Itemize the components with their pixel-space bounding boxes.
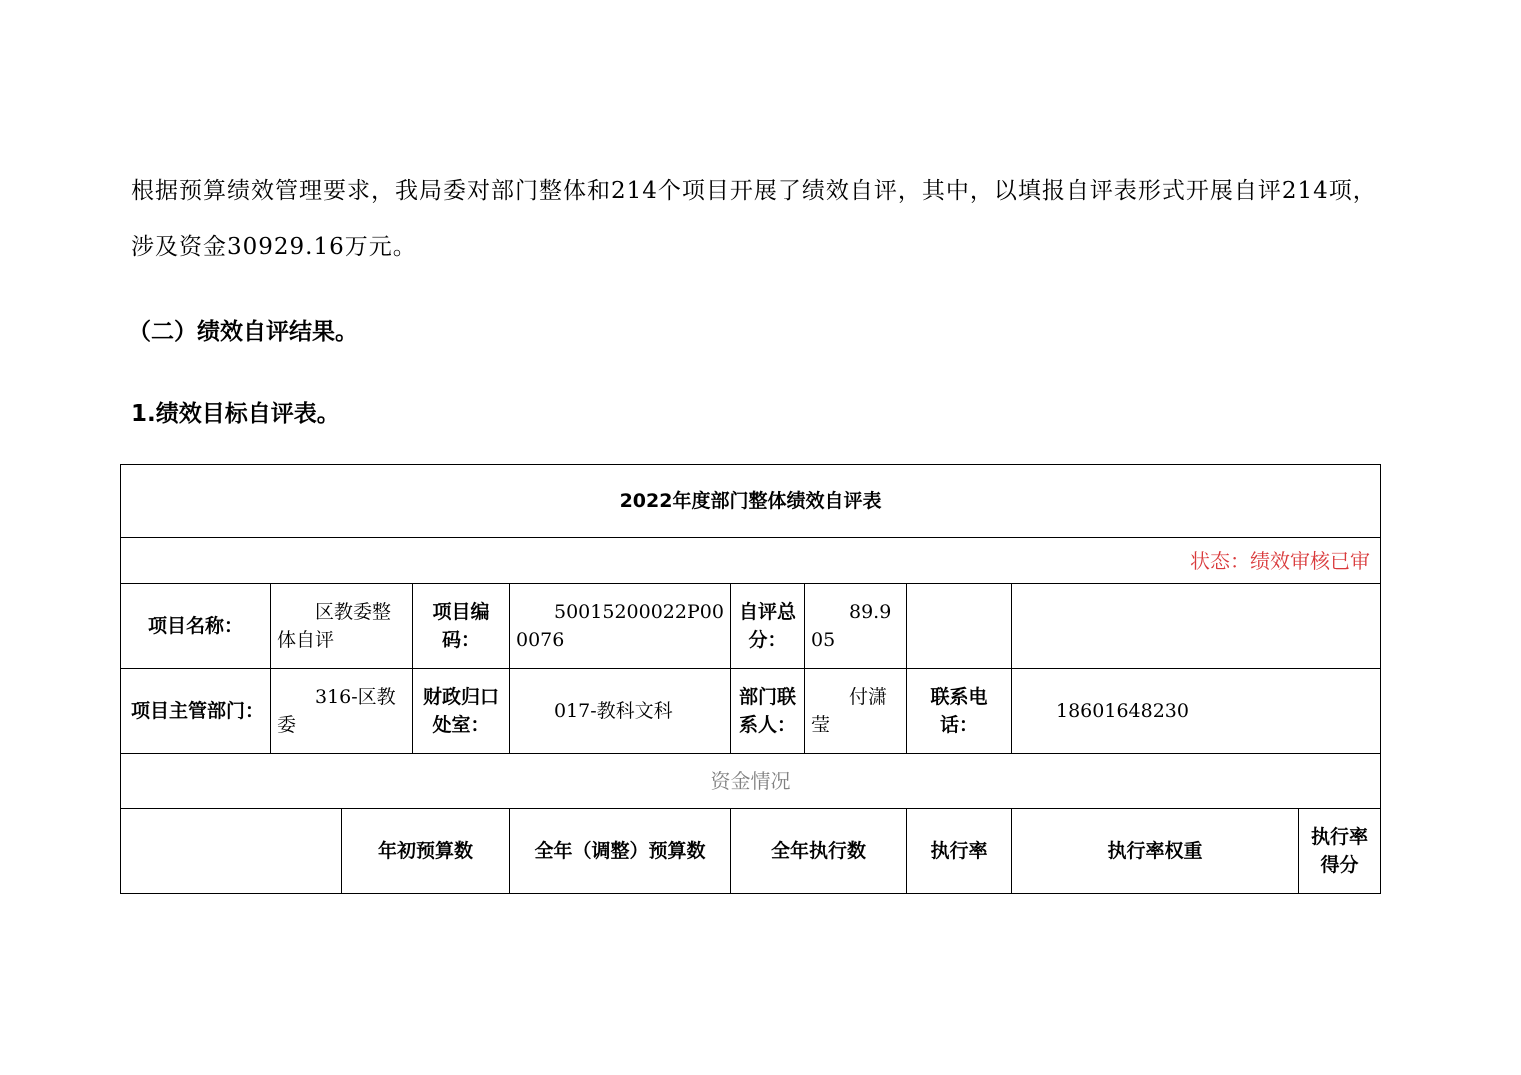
dept-label: 项目主管部门： [121,669,271,754]
finance-office-label: 财政归口处室： [413,669,510,754]
intro-paragraph: 根据预算绩效管理要求，我局委对部门整体和214个项目开展了绩效自评，其中，以填报自评表形式开展自评214项，涉及资金30929.16万元。 [131,178,1377,260]
performance-evaluation-table [120,464,1381,894]
status-badge: 状态：绩效审核已审 [121,538,1381,584]
project-name-label: 项目名称： [121,584,271,669]
phone-value: 18601648230 [1012,669,1381,754]
score-value: 89.905 [805,584,907,669]
funds-header-adjusted-budget: 全年（调整）预算数 [510,809,731,894]
contact-value: 付潇莹 [805,669,907,754]
finance-office-value: 017-教科文科 [510,669,731,754]
empty-cell [1012,584,1381,669]
section-heading: （二）绩效自评结果。 [128,319,358,345]
subsection-heading: 1.绩效目标自评表。 [131,401,340,427]
funds-header-initial-budget: 年初预算数 [342,809,510,894]
funds-header-executed: 全年执行数 [731,809,907,894]
project-code-value: 50015200022P000076 [510,584,731,669]
funds-header-rate-weight: 执行率权重 [1012,809,1299,894]
funds-header-rate-score: 执行率得分 [1299,809,1381,894]
funds-section-header: 资金情况 [121,754,1381,809]
empty-cell [907,584,1012,669]
funds-header-execution-rate: 执行率 [907,809,1012,894]
project-code-label: 项目编码： [413,584,510,669]
contact-label: 部门联系人： [731,669,805,754]
phone-label: 联系电话： [907,669,1012,754]
project-name-value: 区教委整体自评 [271,584,413,669]
empty-cell [121,809,342,894]
table-title: 2022年度部门整体绩效自评表 [121,465,1381,538]
score-label: 自评总分： [731,584,805,669]
dept-value: 316-区教委 [271,669,413,754]
